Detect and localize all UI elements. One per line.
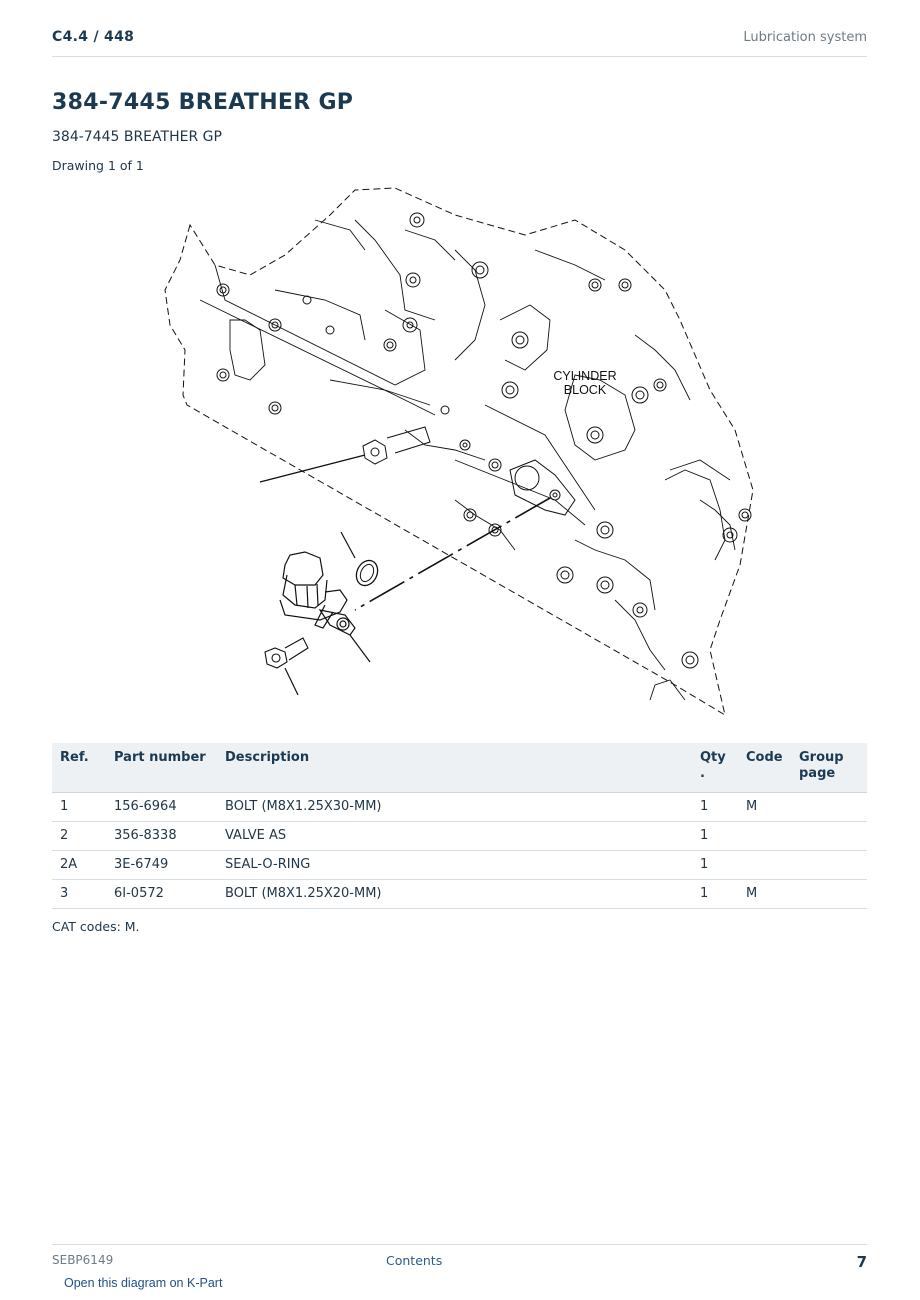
diagram-label-block: BLOCK <box>563 383 607 397</box>
cell-code: M <box>738 793 791 822</box>
page-footer <box>52 1244 867 1271</box>
column-header-qty-text: Qty <box>700 750 726 765</box>
cell-part-number: 3E-6749 <box>106 851 217 880</box>
cell-description: BOLT (M8X1.25X30-MM) <box>217 793 692 822</box>
column-header-description: Description <box>217 743 692 793</box>
table-row <box>52 880 867 909</box>
cell-description: BOLT (M8X1.25X20-MM) <box>217 880 692 909</box>
cell-description: VALVE AS <box>217 822 692 851</box>
table-header-row <box>52 743 867 793</box>
column-header-page-text: page <box>799 766 836 781</box>
document-id: SEBP6149 <box>52 1253 114 1267</box>
cell-qty: 1 <box>692 851 738 880</box>
cell-group-page <box>791 793 867 822</box>
page-reference: C4.4 / 448 <box>52 29 135 45</box>
column-header-part-number: Part number <box>106 743 217 793</box>
column-header-group-text: Group <box>799 750 844 765</box>
cell-group-page <box>791 880 867 909</box>
column-header-code: Code <box>738 743 791 793</box>
diagram-label-cylinder: CYLINDER <box>553 369 617 383</box>
cell-ref: 3 <box>52 880 106 909</box>
cell-group-page <box>791 851 867 880</box>
cell-ref: 1 <box>52 793 106 822</box>
table-row <box>52 793 867 822</box>
cell-group-page <box>791 822 867 851</box>
table-row <box>52 851 867 880</box>
cell-description: SEAL-O-RING <box>217 851 692 880</box>
column-header-qty-dot: . <box>700 766 705 781</box>
cell-code <box>738 822 791 851</box>
column-header-qty <box>692 743 738 793</box>
cell-qty: 1 <box>692 793 738 822</box>
cat-codes-note: CAT codes: M. <box>52 919 140 934</box>
page-subtitle: 384-7445 BREATHER GP <box>52 129 222 145</box>
kpart-link[interactable]: Open this diagram on K-Part <box>64 1276 223 1290</box>
cell-part-number: 6I-0572 <box>106 880 217 909</box>
page-title: 384-7445 BREATHER GP <box>52 90 354 115</box>
drawing-count: Drawing 1 of 1 <box>52 158 144 173</box>
cell-qty: 1 <box>692 822 738 851</box>
exploded-parts-diagram <box>155 180 765 725</box>
page-number: 7 <box>856 1253 867 1271</box>
contents-link[interactable]: Contents <box>386 1253 443 1268</box>
column-header-group-page <box>791 743 867 793</box>
cell-code <box>738 851 791 880</box>
cell-qty: 1 <box>692 880 738 909</box>
page-header <box>52 0 867 57</box>
cell-code: M <box>738 880 791 909</box>
cell-part-number: 156-6964 <box>106 793 217 822</box>
section-name: Lubrication system <box>743 30 867 45</box>
table-row <box>52 822 867 851</box>
column-header-ref: Ref. <box>52 743 106 793</box>
cell-ref: 2 <box>52 822 106 851</box>
parts-table <box>52 743 867 909</box>
cell-part-number: 356-8338 <box>106 822 217 851</box>
cell-ref: 2A <box>52 851 106 880</box>
